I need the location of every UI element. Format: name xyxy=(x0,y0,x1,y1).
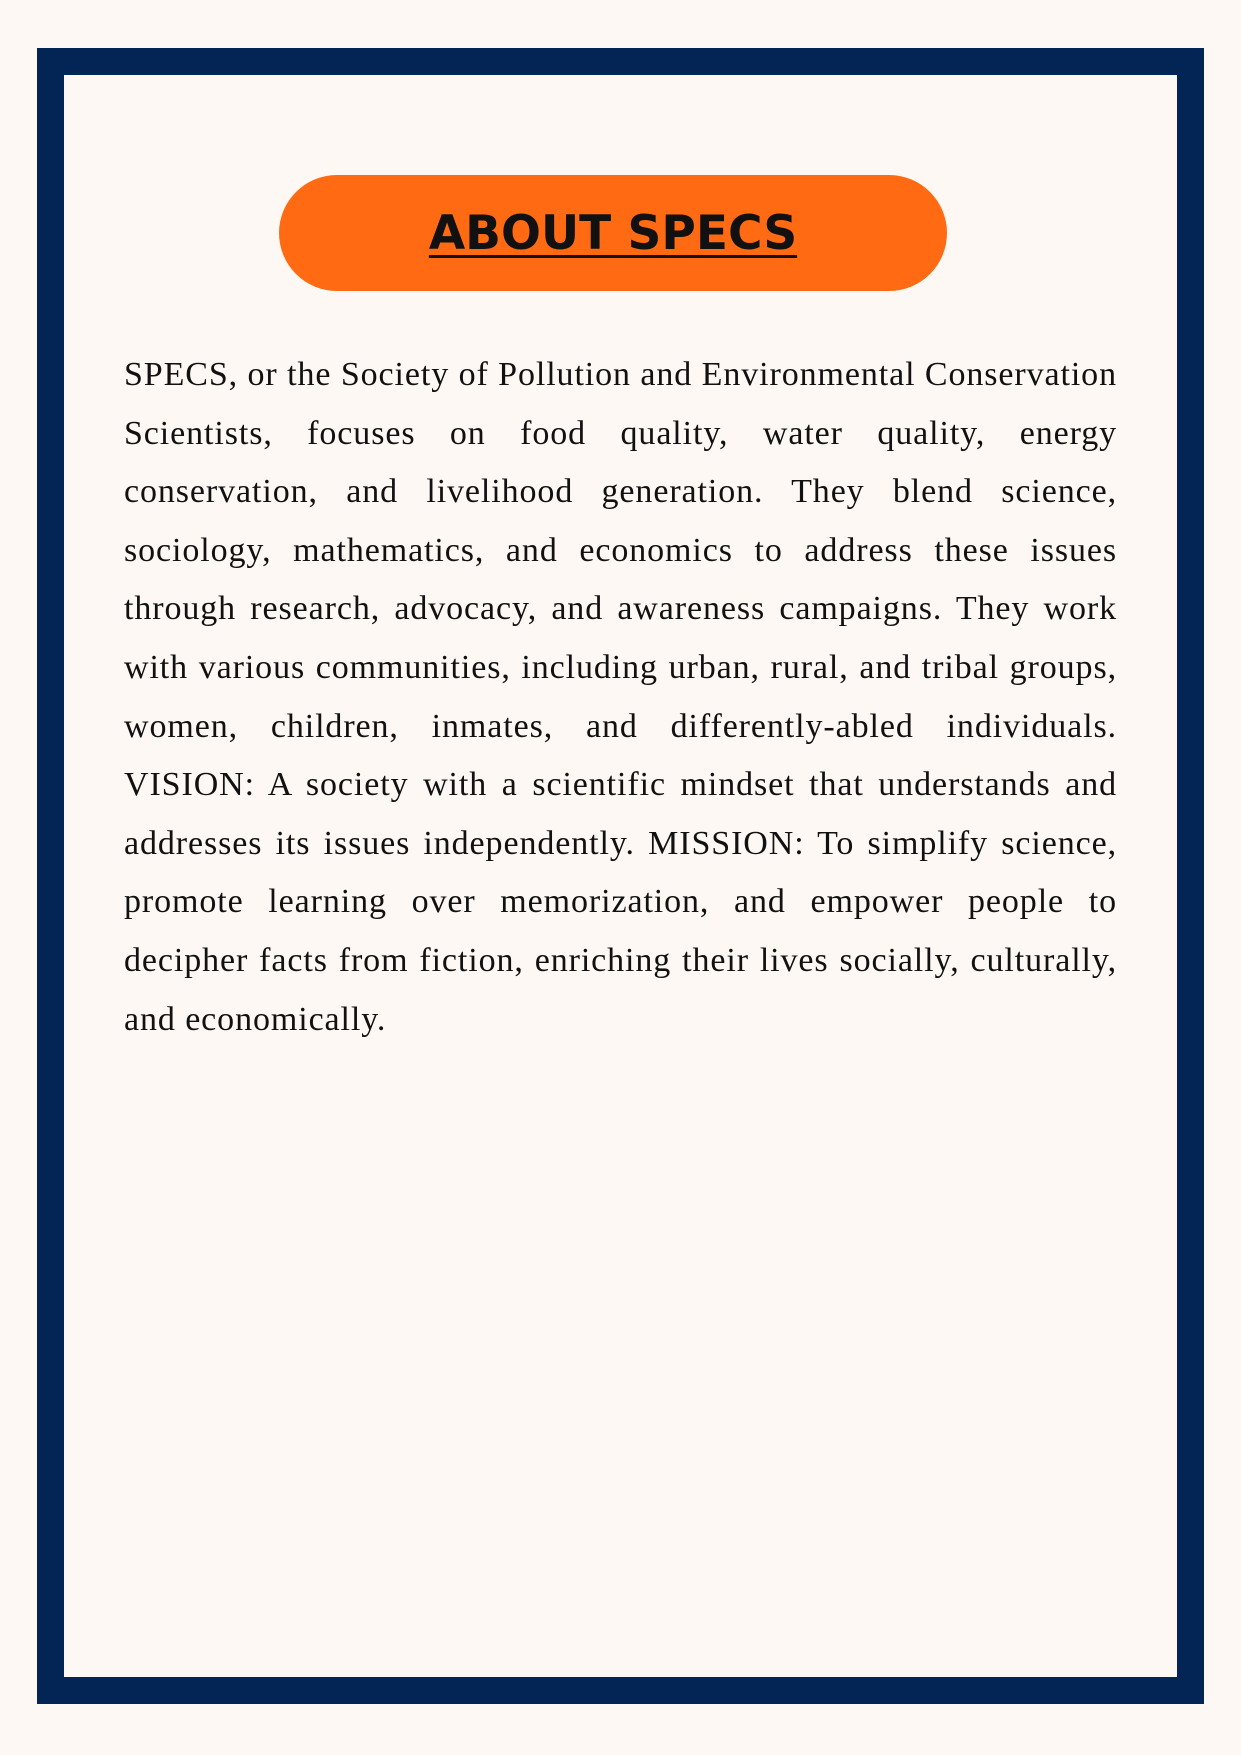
title-banner xyxy=(279,175,947,291)
page-title: ABOUT SPECS xyxy=(428,205,798,261)
about-paragraph: SPECS, or the Society of Pollution and Environmental Conservation Scientists, focuses on food quality, water quality, energy conservation, and livelihood generation. They blend science, sociology, mathematics, and economics to address these issues through research, advocacy, and awareness campaigns. They work with various communities, including urban, rural, and tribal groups, women, children, inmates, and differently-abled individuals. VISION: A society with a scientific mindset that understands and addresses its issues independently. MISSION: To simplify science, promote learning over memorization, and empower people to decipher facts from fiction, enriching their lives socially, culturally, and economically. xyxy=(124,356,1117,1038)
